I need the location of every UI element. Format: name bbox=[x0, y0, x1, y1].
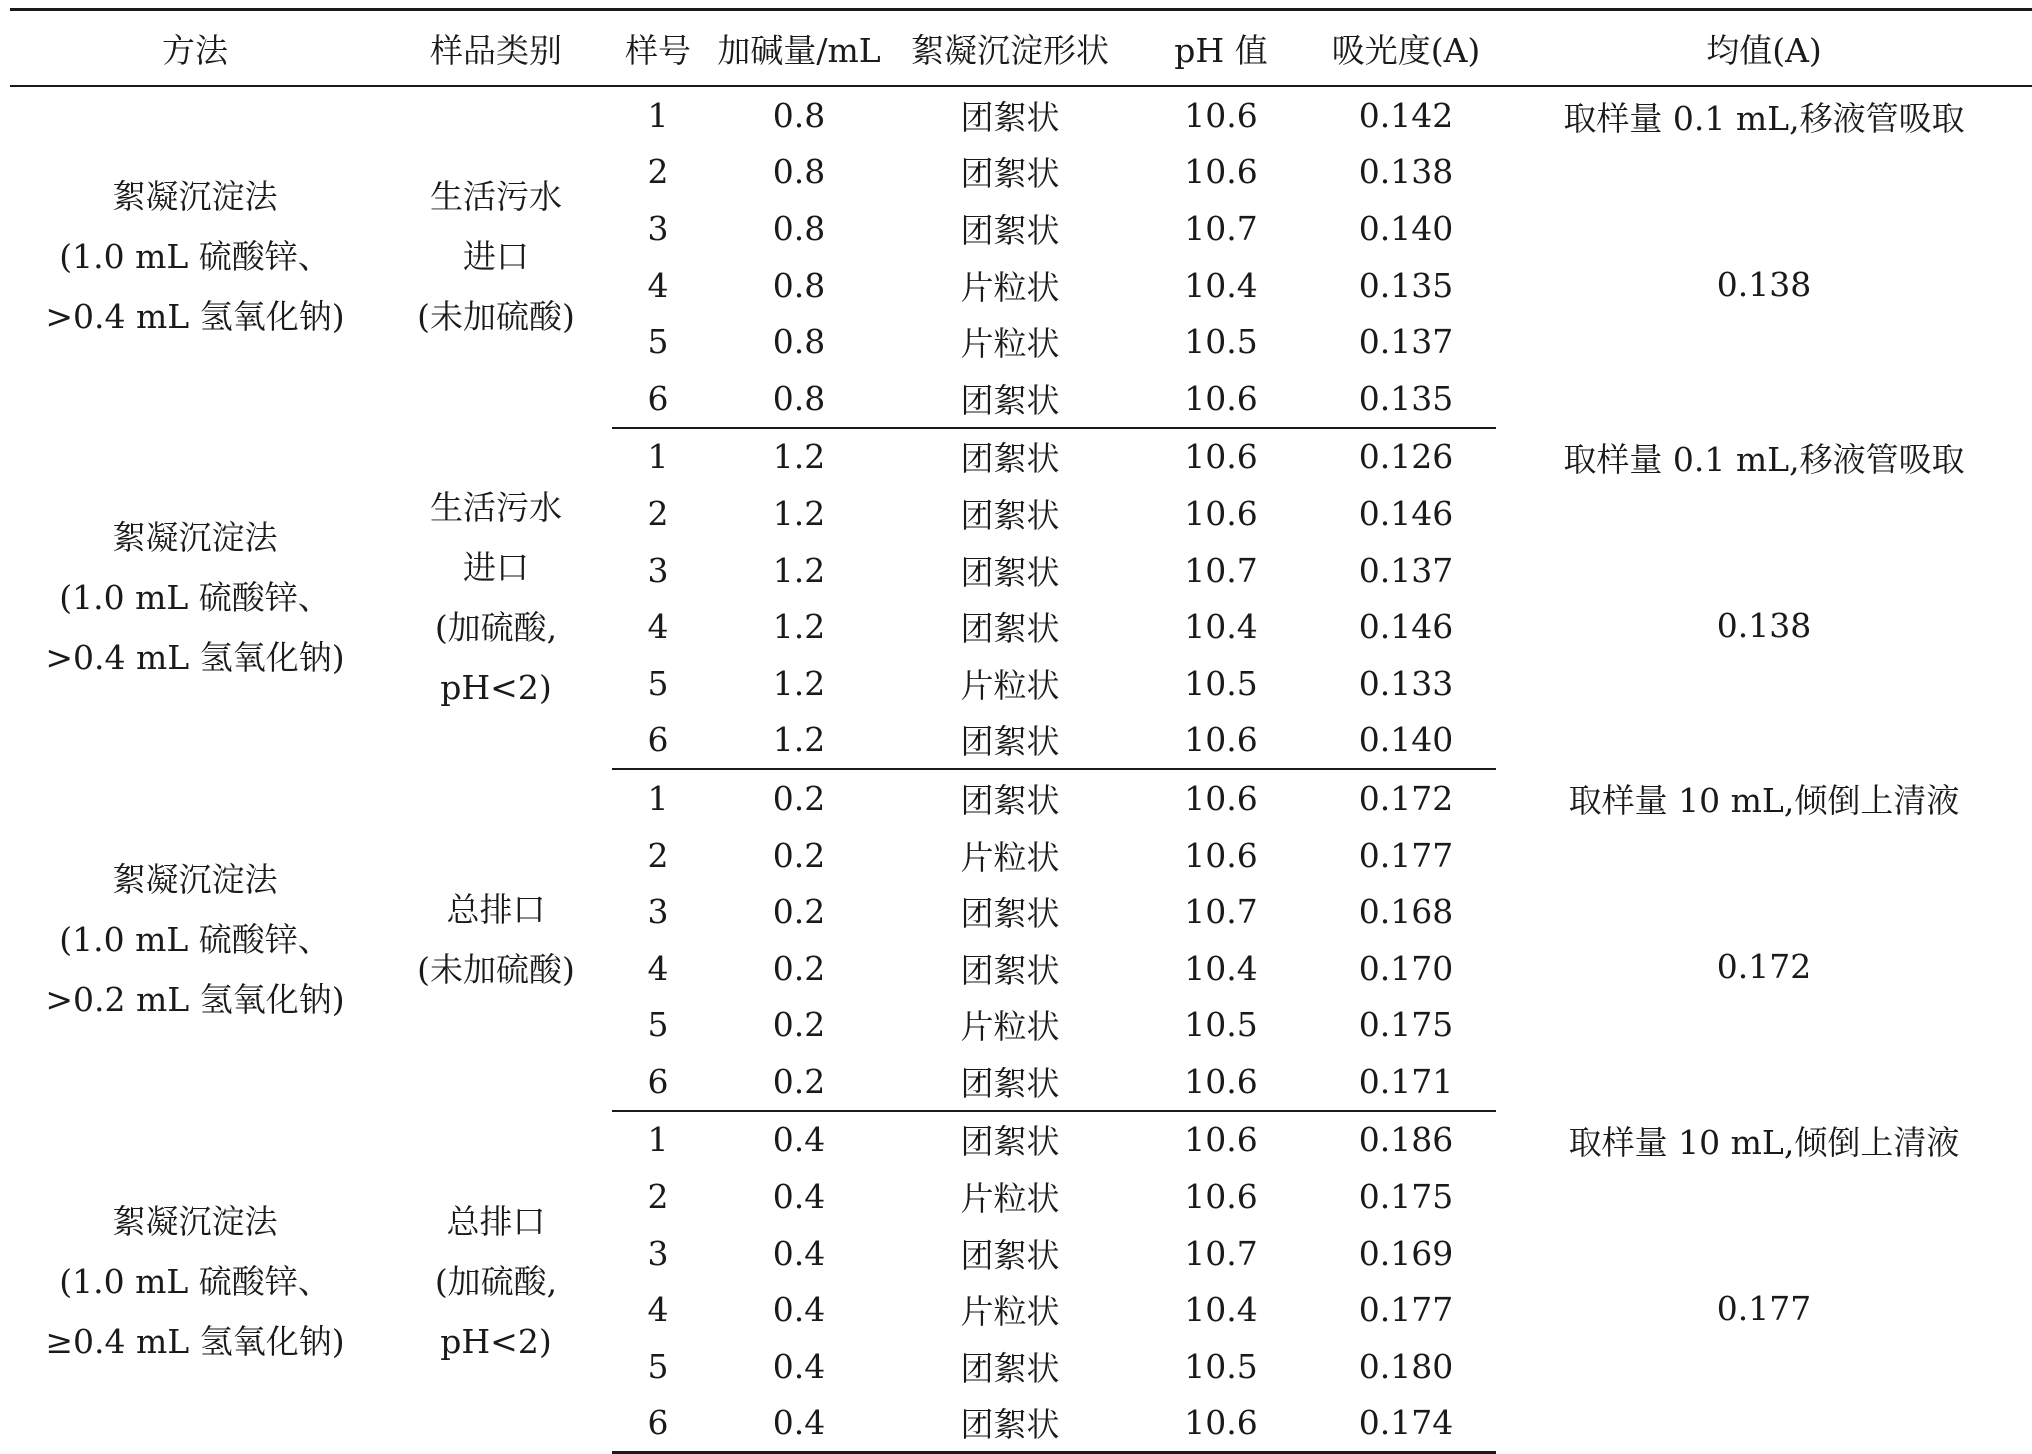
sampling-note: 取样量 0.1 mL,移液管吸取 bbox=[1563, 439, 1965, 479]
sample-no-cell: 3 bbox=[647, 208, 669, 248]
method-line: 絮凝沉淀法 bbox=[112, 859, 278, 899]
sample-no-cell: 2 bbox=[647, 1177, 669, 1217]
ph-cell: 10.6 bbox=[1184, 835, 1258, 875]
ph-cell: 10.7 bbox=[1184, 1233, 1258, 1273]
sample-no-cell: 3 bbox=[647, 550, 669, 590]
floc-shape-cell: 团絮状 bbox=[894, 1395, 1126, 1453]
mean-value: 0.138 bbox=[1716, 265, 1812, 304]
absorbance-cell: 0.170 bbox=[1358, 948, 1454, 988]
sample-no-cell: 5 bbox=[647, 1005, 669, 1045]
floc-shape-cell: 片粒状 bbox=[960, 665, 1060, 705]
alkali-cell: 0.8 bbox=[772, 208, 826, 248]
absorbance-cell: 0.133 bbox=[1358, 663, 1454, 703]
floc-shape-cell: 片粒状 bbox=[960, 324, 1060, 364]
absorbance-cell: 0.177 bbox=[1358, 1290, 1454, 1330]
header-sample-type: 样品类别 bbox=[380, 10, 612, 87]
sample-type-line: pH<2) bbox=[440, 668, 552, 708]
table-row bbox=[10, 769, 2032, 827]
ph-cell: 10.6 bbox=[1184, 437, 1258, 477]
sampling-note: 取样量 0.1 mL,移液管吸取 bbox=[1563, 99, 1965, 138]
header-method: 方法 bbox=[10, 10, 380, 87]
alkali-cell: 0.2 bbox=[772, 835, 826, 875]
alkali-cell: 1.2 bbox=[704, 712, 894, 770]
alkali-cell: 1.2 bbox=[772, 663, 826, 703]
ph-cell: 10.5 bbox=[1184, 1005, 1258, 1045]
sample-no-cell: 1 bbox=[647, 1120, 669, 1160]
alkali-cell: 0.8 bbox=[772, 152, 826, 192]
floc-shape-cell: 片粒状 bbox=[960, 1179, 1060, 1219]
alkali-cell: 0.4 bbox=[772, 1346, 826, 1386]
alkali-cell: 1.2 bbox=[772, 550, 826, 590]
sample-type-line: pH<2) bbox=[440, 1321, 552, 1361]
alkali-cell: 0.2 bbox=[772, 778, 826, 818]
ph-cell: 10.6 bbox=[1126, 370, 1316, 428]
floc-shape-cell: 团絮状 bbox=[894, 712, 1126, 770]
alkali-cell: 0.8 bbox=[772, 322, 826, 362]
alkali-cell: 0.4 bbox=[772, 1290, 826, 1330]
method-line: (1.0 mL 硫酸锌、 bbox=[59, 237, 331, 277]
floc-shape-cell: 片粒状 bbox=[960, 1292, 1060, 1332]
alkali-cell: 0.4 bbox=[772, 1233, 826, 1273]
alkali-cell: 1.2 bbox=[772, 437, 826, 477]
ph-cell: 10.6 bbox=[1126, 1395, 1316, 1453]
ph-cell: 10.6 bbox=[1184, 152, 1258, 192]
absorbance-cell: 0.138 bbox=[1358, 152, 1454, 192]
method-cell bbox=[10, 428, 380, 770]
sample-type-line: 进口 bbox=[463, 237, 529, 277]
table-row bbox=[10, 86, 2032, 144]
method-line: 絮凝沉淀法 bbox=[112, 177, 278, 217]
ph-cell: 10.6 bbox=[1184, 493, 1258, 533]
ph-cell: 10.7 bbox=[1184, 892, 1258, 932]
header-sample-no: 样号 bbox=[612, 10, 704, 87]
method-line: >0.2 mL 氢氧化钠) bbox=[45, 979, 345, 1019]
absorbance-cell: 0.140 bbox=[1316, 712, 1496, 770]
alkali-cell: 0.2 bbox=[704, 1053, 894, 1111]
method-line: 絮凝沉淀法 bbox=[112, 518, 278, 558]
sample-no-cell: 2 bbox=[647, 835, 669, 875]
alkali-cell: 0.8 bbox=[704, 370, 894, 428]
alkali-cell: 0.4 bbox=[772, 1120, 826, 1160]
absorbance-cell: 0.168 bbox=[1358, 892, 1454, 932]
alkali-cell: 0.2 bbox=[772, 892, 826, 932]
method-cell bbox=[10, 86, 380, 428]
ph-cell: 10.6 bbox=[1184, 778, 1258, 818]
sample-no-cell: 6 bbox=[612, 370, 704, 428]
absorbance-cell: 0.140 bbox=[1358, 208, 1454, 248]
method-line: >0.4 mL 氢氧化钠) bbox=[45, 638, 345, 678]
absorbance-cell: 0.169 bbox=[1358, 1233, 1454, 1273]
sample-no-cell: 1 bbox=[647, 778, 669, 818]
sample-type-line: (加硫酸, bbox=[434, 608, 558, 648]
method-cell bbox=[10, 769, 380, 1111]
sample-no-cell: 4 bbox=[647, 265, 669, 305]
alkali-cell: 0.4 bbox=[704, 1395, 894, 1453]
absorbance-cell: 0.126 bbox=[1358, 437, 1454, 477]
floc-shape-cell: 团絮状 bbox=[960, 1122, 1060, 1162]
floc-shape-cell: 团絮状 bbox=[894, 1053, 1126, 1111]
floc-shape-cell: 团絮状 bbox=[960, 439, 1060, 479]
floc-shape-cell: 团絮状 bbox=[960, 780, 1060, 820]
method-line: (1.0 mL 硫酸锌、 bbox=[59, 1261, 331, 1301]
absorbance-cell: 0.180 bbox=[1358, 1346, 1454, 1386]
sample-no-cell: 4 bbox=[647, 1290, 669, 1330]
mean-value: 0.177 bbox=[1716, 1288, 1812, 1328]
sample-type-cell bbox=[380, 86, 612, 428]
sample-type-cell bbox=[380, 428, 612, 770]
sample-type-line: 生活污水 bbox=[430, 177, 562, 217]
header-row bbox=[10, 10, 2032, 87]
floc-shape-cell: 片粒状 bbox=[960, 267, 1060, 307]
table-row bbox=[10, 428, 2032, 486]
ph-cell: 10.7 bbox=[1184, 208, 1258, 248]
method-line: ≥0.4 mL 氢氧化钠) bbox=[45, 1321, 345, 1361]
absorbance-cell: 0.172 bbox=[1358, 778, 1454, 818]
header-ph: pH 值 bbox=[1126, 10, 1316, 87]
ph-cell: 10.4 bbox=[1184, 265, 1258, 305]
floc-shape-cell: 片粒状 bbox=[960, 837, 1060, 877]
floc-shape-cell: 团絮状 bbox=[894, 370, 1126, 428]
absorbance-cell: 0.186 bbox=[1358, 1120, 1454, 1160]
header-alkali: 加碱量/mL bbox=[704, 10, 894, 87]
sample-no-cell: 5 bbox=[647, 1346, 669, 1386]
absorbance-cell: 0.175 bbox=[1358, 1005, 1454, 1045]
ph-cell: 10.7 bbox=[1184, 550, 1258, 590]
sample-no-cell: 2 bbox=[647, 152, 669, 192]
ph-cell: 10.6 bbox=[1126, 1053, 1316, 1111]
sample-no-cell: 4 bbox=[647, 607, 669, 647]
absorbance-cell: 0.146 bbox=[1358, 493, 1454, 533]
absorbance-cell: 0.175 bbox=[1358, 1177, 1454, 1217]
method-line: (1.0 mL 硫酸锌、 bbox=[59, 578, 331, 618]
sample-no-cell: 2 bbox=[647, 493, 669, 533]
sample-type-cell bbox=[380, 1111, 612, 1453]
alkali-cell: 0.2 bbox=[772, 948, 826, 988]
sample-type-line: 生活污水 bbox=[430, 488, 562, 528]
absorbance-cell: 0.174 bbox=[1316, 1395, 1496, 1453]
method-line: (1.0 mL 硫酸锌、 bbox=[59, 919, 331, 959]
floc-shape-cell: 团絮状 bbox=[960, 495, 1060, 535]
ph-cell: 10.5 bbox=[1184, 322, 1258, 362]
floc-shape-cell: 团絮状 bbox=[960, 894, 1060, 934]
sample-no-cell: 4 bbox=[647, 948, 669, 988]
sample-type-line: (未加硫酸) bbox=[417, 297, 575, 337]
sample-no-cell: 1 bbox=[647, 437, 669, 477]
sample-type-line: (未加硫酸) bbox=[417, 949, 575, 989]
alkali-cell: 0.2 bbox=[772, 1005, 826, 1045]
sample-type-line: 进口 bbox=[463, 548, 529, 588]
absorbance-cell: 0.135 bbox=[1316, 370, 1496, 428]
floc-shape-cell: 团絮状 bbox=[960, 1235, 1060, 1275]
floc-shape-cell: 团絮状 bbox=[960, 1348, 1060, 1388]
floc-shape-cell: 团絮状 bbox=[960, 552, 1060, 592]
mean-value: 0.138 bbox=[1716, 605, 1812, 645]
ph-cell: 10.5 bbox=[1184, 663, 1258, 703]
mean-cell bbox=[1496, 428, 2032, 770]
floc-shape-cell: 团絮状 bbox=[960, 210, 1060, 250]
absorbance-cell: 0.137 bbox=[1358, 550, 1454, 590]
table-body bbox=[10, 86, 2032, 1453]
absorbance-cell: 0.146 bbox=[1358, 607, 1454, 647]
alkali-cell: 0.8 bbox=[772, 265, 826, 305]
floc-shape-cell: 团絮状 bbox=[960, 609, 1060, 649]
alkali-cell: 0.4 bbox=[772, 1177, 826, 1217]
sample-no-cell: 6 bbox=[612, 712, 704, 770]
mean-value: 0.172 bbox=[1716, 947, 1812, 987]
ph-cell: 10.6 bbox=[1184, 1177, 1258, 1217]
absorbance-cell: 0.171 bbox=[1316, 1053, 1496, 1111]
header-mean: 均值(A) bbox=[1496, 10, 2032, 87]
absorbance-cell: 0.135 bbox=[1358, 265, 1454, 305]
sample-no-cell: 6 bbox=[612, 1395, 704, 1453]
sample-type-cell bbox=[380, 769, 612, 1111]
method-line: 絮凝沉淀法 bbox=[112, 1201, 278, 1241]
sample-type-line: 总排口 bbox=[446, 1201, 546, 1241]
alkali-cell: 1.2 bbox=[772, 607, 826, 647]
sample-no-cell: 5 bbox=[647, 663, 669, 703]
mean-cell bbox=[1496, 1111, 2032, 1453]
alkali-cell: 1.2 bbox=[772, 493, 826, 533]
ph-cell: 10.6 bbox=[1184, 95, 1258, 135]
ph-cell: 10.6 bbox=[1126, 712, 1316, 770]
sampling-note: 取样量 10 mL,倾倒上清液 bbox=[1568, 781, 1960, 821]
absorbance-cell: 0.177 bbox=[1358, 835, 1454, 875]
sample-type-line: 总排口 bbox=[446, 889, 546, 929]
ph-cell: 10.5 bbox=[1184, 1346, 1258, 1386]
floc-shape-cell: 团絮状 bbox=[960, 154, 1060, 194]
ph-cell: 10.4 bbox=[1184, 1290, 1258, 1330]
sample-no-cell: 3 bbox=[647, 892, 669, 932]
sample-no-cell: 5 bbox=[647, 322, 669, 362]
ph-cell: 10.4 bbox=[1184, 607, 1258, 647]
sample-type-line: (加硫酸, bbox=[434, 1261, 558, 1301]
sample-no-cell: 1 bbox=[647, 95, 669, 135]
sample-no-cell: 3 bbox=[647, 1233, 669, 1273]
header-absorbance: 吸光度(A) bbox=[1316, 10, 1496, 87]
header-floc-shape: 絮凝沉淀形状 bbox=[894, 10, 1126, 87]
results-table bbox=[10, 8, 2032, 1454]
table-row bbox=[10, 1111, 2032, 1169]
ph-cell: 10.4 bbox=[1184, 948, 1258, 988]
absorbance-cell: 0.137 bbox=[1358, 322, 1454, 362]
floc-shape-cell: 团絮状 bbox=[960, 97, 1060, 137]
sample-no-cell: 6 bbox=[612, 1053, 704, 1111]
mean-cell bbox=[1496, 86, 2032, 428]
method-line: >0.4 mL 氢氧化钠) bbox=[45, 297, 345, 337]
ph-cell: 10.6 bbox=[1184, 1120, 1258, 1160]
method-cell bbox=[10, 1111, 380, 1453]
alkali-cell: 0.8 bbox=[772, 95, 826, 135]
mean-cell bbox=[1496, 769, 2032, 1111]
floc-shape-cell: 团絮状 bbox=[960, 950, 1060, 990]
sampling-note: 取样量 10 mL,倾倒上清液 bbox=[1568, 1122, 1960, 1162]
floc-shape-cell: 片粒状 bbox=[960, 1007, 1060, 1047]
absorbance-cell: 0.142 bbox=[1358, 95, 1454, 135]
